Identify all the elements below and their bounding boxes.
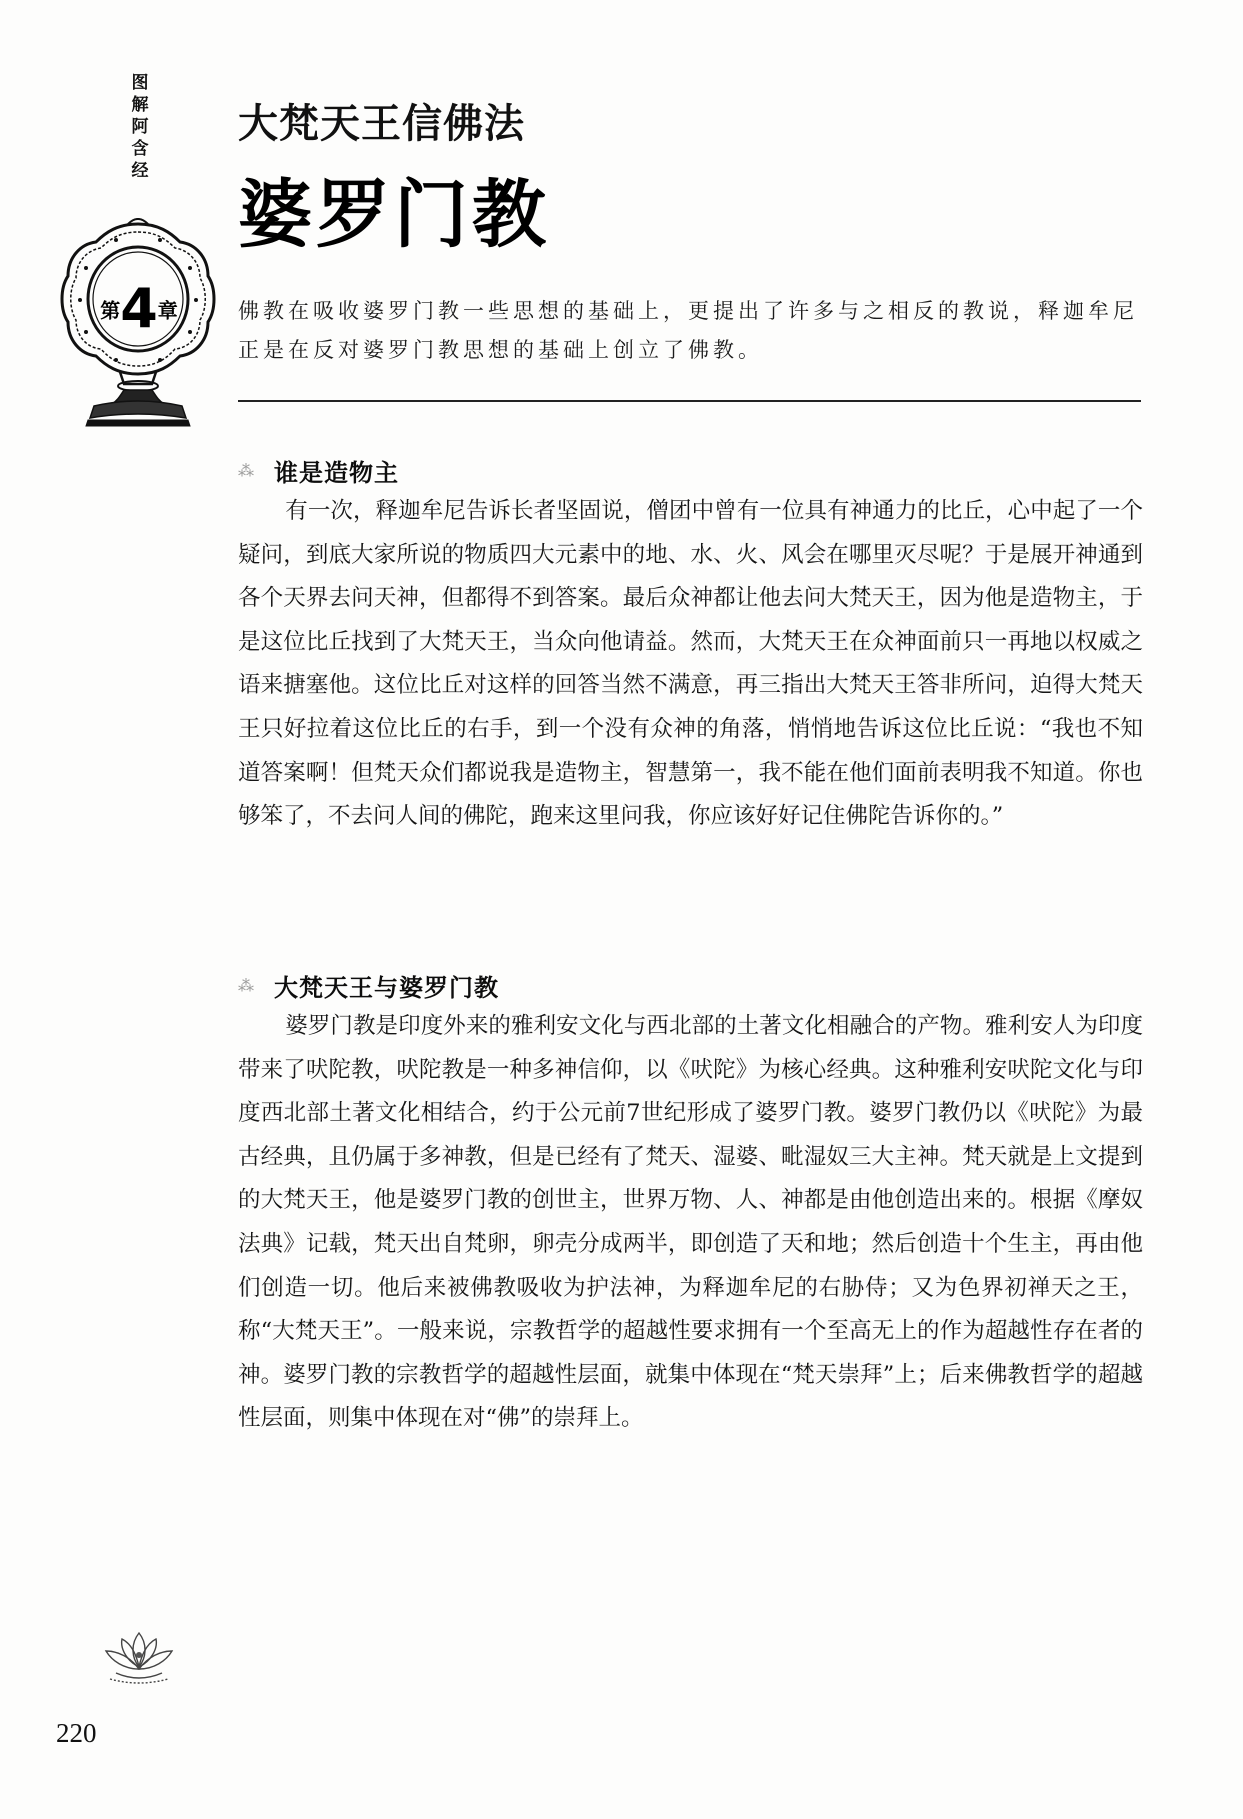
divider-line <box>238 400 1141 402</box>
page-subtitle: 大梵天王信佛法 <box>238 100 525 147</box>
section-brahma-brahmanism <box>238 965 1143 1441</box>
book-title-vertical <box>128 72 152 182</box>
sparkle-icon: ⁂ <box>238 975 254 995</box>
intro-paragraph: 佛教在吸收婆罗门教一些思想的基础上，更提出了许多与之相反的教说，释迦牟尼正是在反对婆罗门教思想的基础上创立了佛教。 <box>238 299 1138 362</box>
chapter-label <box>84 277 194 340</box>
chapter-suffix: 章 <box>157 298 178 323</box>
section-body: 有一次，释迦牟尼告诉长者坚固说，僧团中曾有一位具有神通力的比丘，心中起了一个疑问，到底大家所说的物质四大元素中的地、水、火、风会在哪里灭尽呢？于是展开神通到各个天界去问天神，但都得不到答案。最后众神都让他去问大梵天王，因为他是造物主，于是这位比丘找到了大梵天王，当众向他请益。然而，大梵天王在众神面前只一再地以权威之语来搪塞他。这位比丘对这样的回答当然不满意，再三指出大梵天王答非所问，迫得大梵天王只好拉着这位比丘的右手，到一个没有众神的角落，悄悄地告诉这位比丘说：“我也不知道答案啊！但梵天众们都说我是造物主，智慧第一，我不能在他们面前表明我不知道。你也够笨了，不去问人间的佛陀，跑来这里问我，你应该好好记住佛陀告诉你的。” <box>238 498 1143 830</box>
page-title: 婆罗门教 <box>238 172 550 258</box>
section-heading: 大梵天王与婆罗门教 <box>274 973 499 1002</box>
chapter-prefix: 第 <box>100 298 121 323</box>
section-creator <box>238 450 1143 839</box>
book-title-char: 阿 <box>131 117 149 137</box>
sparkle-icon: ⁂ <box>238 460 254 480</box>
book-title-char: 经 <box>131 161 149 181</box>
section-heading-row <box>238 450 1143 490</box>
book-title-char: 含 <box>131 139 149 159</box>
book-title-char: 解 <box>131 95 149 115</box>
section-heading-row <box>238 965 1143 1005</box>
chapter-number: 4 <box>120 277 158 340</box>
page-number: 220 <box>56 1718 97 1748</box>
lotus-icon <box>100 1625 178 1687</box>
section-heading: 谁是造物主 <box>274 458 399 487</box>
book-title-char: 图 <box>131 73 149 93</box>
section-body: 婆罗门教是印度外来的雅利安文化与西北部的土著文化相融合的产物。雅利安人为印度带来了吠陀教，吠陀教是一种多神信仰，以《吠陀》为核心经典。这种雅利安吠陀文化与印度西北部土著文化相结合，约于公元前7世纪形成了婆罗门教。婆罗门教仍以《吠陀》为最古经典，且仍属于多神教，但是已经有了梵天、湿婆、毗湿奴三大主神。梵天就是上文提到的大梵天王，他是婆罗门教的创世主，世界万物、人、神都是由他创造出来的。根据《摩奴法典》记载，梵天出自梵卵，卵壳分成两半，即创造了天和地；然后创造十个生主，再由他们创造一切。他后来被佛教吸收为护法神，为释迦牟尼的右胁侍；又为色界初禅天之王，称“大梵天王”。一般来说，宗教哲学的超越性要求拥有一个至高无上的作为超越性存在者的神。婆罗门教的宗教哲学的超越性层面，就集中体现在“梵天崇拜”上；后来佛教哲学的超越性层面，则集中体现在对“佛”的崇拜上。 <box>238 1013 1143 1432</box>
